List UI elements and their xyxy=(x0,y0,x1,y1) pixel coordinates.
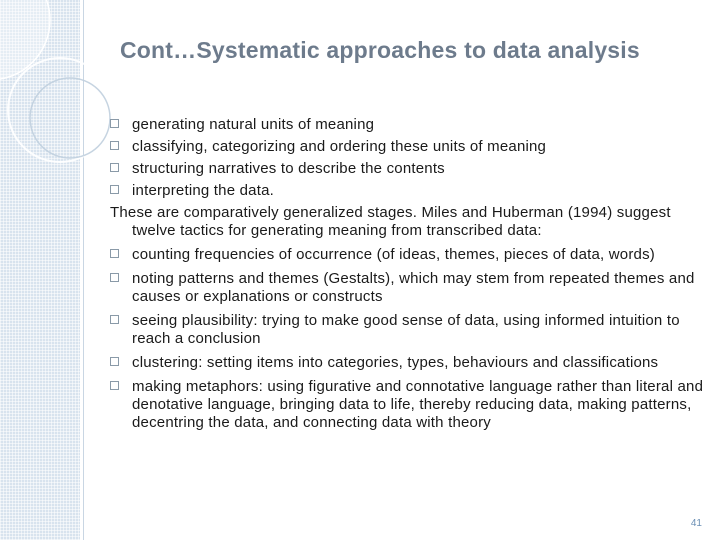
list-item-text: noting patterns and themes (Gestalts), which may stem from repeated themes and causes or explanations or constructs xyxy=(132,270,695,305)
list-item xyxy=(110,182,706,200)
list-item xyxy=(110,138,706,156)
list-item xyxy=(110,312,706,348)
square-bullet-icon xyxy=(110,163,119,172)
square-bullet-icon xyxy=(110,315,119,324)
list-item xyxy=(110,246,706,264)
square-bullet-icon xyxy=(110,273,119,282)
square-bullet-icon xyxy=(110,249,119,258)
list-item xyxy=(110,160,706,178)
list-item-text: making metaphors: using figurative and connotative language rather than literal and denotative language, bringing data to life, thereby reducing data, making patterns, decentring the data, and connecting data with theory xyxy=(132,378,704,431)
square-bullet-icon xyxy=(110,119,119,128)
list-item-text: seeing plausibility: trying to make good sense of data, using informed intuition to reach a conclusion xyxy=(132,312,680,347)
list-item-text: interpreting the data. xyxy=(132,182,274,199)
list-item-text: classifying, categorizing and ordering these units of meaning xyxy=(132,138,547,155)
square-bullet-icon xyxy=(110,381,119,390)
list-item-text: generating natural units of meaning xyxy=(132,116,375,133)
square-bullet-icon xyxy=(110,185,119,194)
slide-title: Cont…Systematic approaches to data analysis xyxy=(120,37,640,63)
list-item xyxy=(110,354,706,372)
list-item-text: counting frequencies of occurrence (of ideas, themes, pieces of data, words) xyxy=(132,246,655,263)
intro-paragraph: These are comparatively generalized stages. Miles and Huberman (1994) suggest twelve tactics for generating meaning from transcribed data: xyxy=(110,204,671,239)
list-item xyxy=(110,270,706,306)
list-item-text: clustering: setting items into categories, types, behaviours and classifications xyxy=(132,354,659,371)
list-item xyxy=(110,378,706,432)
slide-content xyxy=(110,116,706,438)
square-bullet-icon xyxy=(110,141,119,150)
list-item-text: structuring narratives to describe the contents xyxy=(132,160,445,177)
square-bullet-icon xyxy=(110,357,119,366)
page-number: 41 xyxy=(690,518,702,529)
list-item xyxy=(110,116,706,134)
